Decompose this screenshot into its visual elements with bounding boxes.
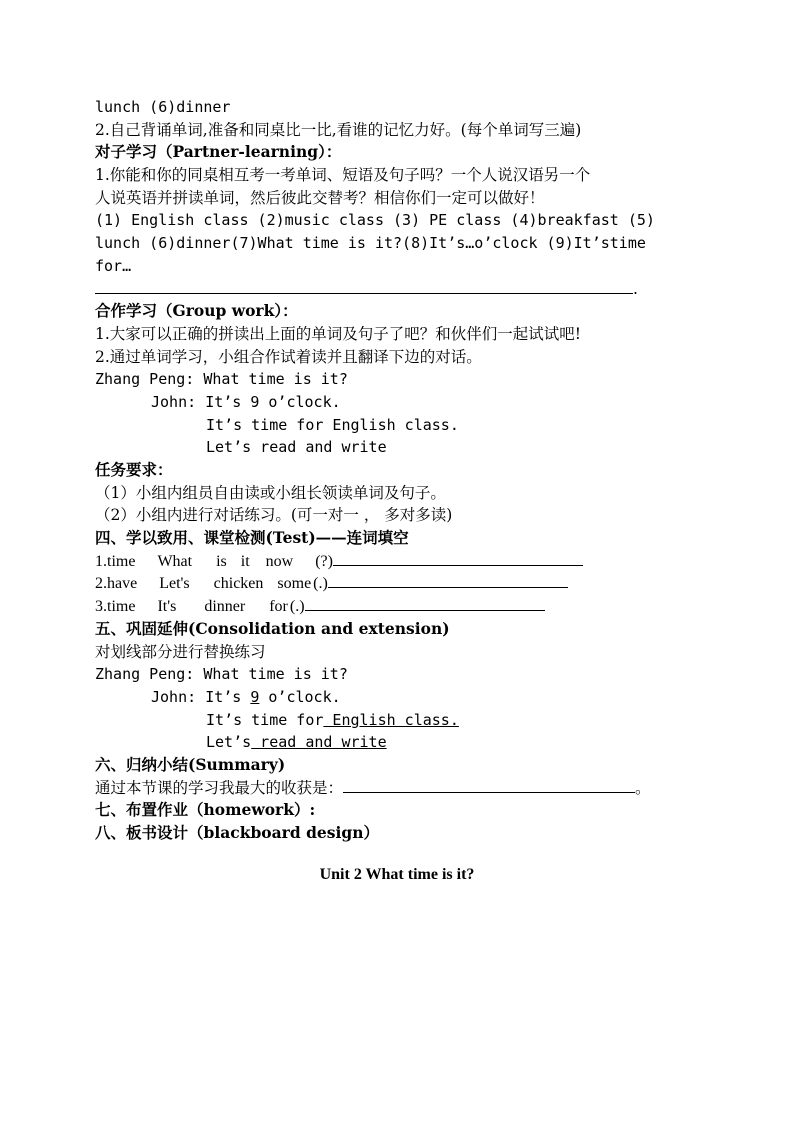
text-line: 1.大家可以正确的拼读出上面的单词及句子了吧？和伙伴们一起试试吧! <box>95 324 582 343</box>
test-item <box>95 595 705 618</box>
dialogue-line <box>95 368 705 391</box>
summary-end: 。 <box>635 778 651 797</box>
text-line: lunch (6)dinner <box>95 98 231 116</box>
answer-blank[interactable] <box>328 572 568 588</box>
underlined-part: English class. <box>323 710 459 729</box>
text-line: （2）小组内进行对话练习。(可一对一 ， 多对多读) <box>95 506 453 525</box>
section-heading-board: 八、板书设计（blackboard design） <box>95 823 379 842</box>
scrambled-word: time <box>107 598 136 616</box>
utterance-pre: It’s time for <box>206 710 324 729</box>
scrambled-word: for <box>269 598 288 616</box>
test-item-number: 1. <box>95 552 107 570</box>
test-item-number: 3. <box>95 598 107 616</box>
dialogue-line <box>95 686 705 709</box>
test-items <box>95 550 705 618</box>
text-line: 2.通过单词学习，小组合作试着读并且翻译下边的对话。 <box>95 347 482 366</box>
speaker: John: <box>151 392 197 411</box>
speaker: John: <box>151 687 197 706</box>
summary-prompt: 通过本节课的学习我最大的收获是： <box>95 778 344 797</box>
scrambled-word: it <box>240 552 250 570</box>
dialogue-line: It’s time for English class. <box>206 415 459 434</box>
scrambled-word: now <box>265 552 294 570</box>
board-title: Unit 2 What time is it? <box>319 866 475 883</box>
punctuation-hint: (.) <box>313 575 328 593</box>
utterance-pre: It’s <box>205 687 251 706</box>
answer-blank[interactable] <box>305 595 545 611</box>
utterance: What time is it? <box>203 370 348 389</box>
text-line: 人说英语并拼读单词，然后彼此交替考？相信你们一定可以做好！ <box>95 188 545 207</box>
scrambled-word: It's <box>157 598 177 616</box>
section-heading-consolidation: 五、巩固延伸(Consolidation and extension) <box>95 618 450 638</box>
section-heading-summary: 六、归纳小结(Summary) <box>95 754 286 774</box>
text-line: 2.自己背诵单词,准备和同桌比一比,看谁的记忆力好。(每个单词写三遍) <box>95 120 582 139</box>
dialogue-line <box>95 391 705 414</box>
answer-rule[interactable] <box>95 279 633 294</box>
summary-blank[interactable] <box>343 777 635 793</box>
utterance: What time is it? <box>203 665 348 684</box>
text-line: (1) English class (2)music class (3) PE class (4)breakfast (5) <box>95 211 655 230</box>
punctuation-hint: (.) <box>289 598 305 616</box>
dialogue-line: Let’s read and write <box>206 438 387 457</box>
text-line: lunch (6)dinner(7)What time is it?(8)It’s…o’clock (9)It’stime <box>95 234 646 253</box>
text-line: （1）小组内组员自由读或小组长领读单词及句子。 <box>95 483 446 502</box>
summary-line <box>95 777 705 800</box>
punctuation-hint: (?) <box>315 552 333 570</box>
scrambled-word: chicken <box>213 575 264 593</box>
dialogue-line <box>95 663 705 686</box>
scrambled-word: Let's <box>159 575 190 593</box>
underlined-part: 9 <box>250 687 260 706</box>
test-item <box>95 572 705 595</box>
utterance-pre: Let’s <box>206 733 252 752</box>
worksheet-page <box>95 96 705 845</box>
dialogue-line <box>95 709 705 732</box>
section-heading-test: 四、学以致用、课堂检测(Test)——连词填空 <box>95 528 409 548</box>
utterance: It’s 9 o’clock. <box>205 392 341 411</box>
dialogue-line <box>95 731 705 754</box>
section-heading-partner: 对子学习（Partner-learning）： <box>95 142 342 162</box>
section-heading-group: 合作学习（Group work）： <box>95 301 298 321</box>
test-item <box>95 550 705 573</box>
scrambled-word: have <box>107 575 138 593</box>
answer-blank[interactable] <box>333 550 583 566</box>
text-line: 对划线部分进行替换练习 <box>95 642 266 661</box>
text-line: 1.你能和你的同桌相互考一考单词、短语及句子吗？一个人说汉语另一个 <box>95 166 591 185</box>
section-heading-homework: 七、布置作业（homework）: <box>95 800 316 820</box>
speaker: Zhang Peng: <box>95 665 195 684</box>
section-heading-task: 任务要求： <box>95 460 173 479</box>
scrambled-word: some <box>277 575 312 593</box>
text-line: for… <box>95 256 132 275</box>
scrambled-word: dinner <box>204 598 246 616</box>
rule-end: . <box>633 279 638 298</box>
scrambled-word: is <box>216 552 227 570</box>
test-item-number: 2. <box>95 575 107 593</box>
scrambled-word: What <box>157 552 193 570</box>
underlined-part: read and write <box>251 733 387 752</box>
scrambled-word: time <box>107 552 136 570</box>
utterance-post: o’clock. <box>259 687 341 706</box>
speaker: Zhang Peng: <box>95 370 195 389</box>
answer-rule-line <box>95 278 705 301</box>
